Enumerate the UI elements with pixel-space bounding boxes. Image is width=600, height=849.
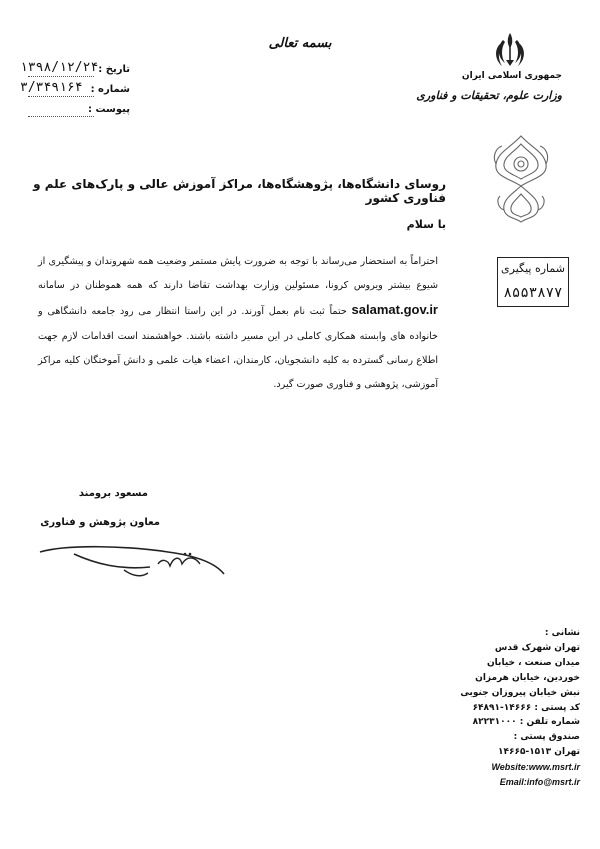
attachment-underline (28, 116, 94, 117)
attachment-row (20, 100, 130, 118)
number-row (20, 80, 130, 98)
ornament-icon (490, 134, 552, 224)
tracking-label: شماره پیگیری (501, 262, 565, 275)
invocation-text: بسمه تعالی (268, 36, 332, 51)
footer-email[interactable]: Email:info@msrt.ir (499, 777, 580, 788)
date-value: ۱۳۹۸/۱۲/۲۴ (20, 60, 99, 75)
iran-emblem-icon (490, 30, 530, 70)
attachment-label: پیوست : (87, 104, 130, 115)
number-value: ۳/۳۴۹۱۶۴ (20, 80, 83, 95)
greeting: با سلام (406, 218, 446, 231)
letter-body-part2: حتماً ثبت نام بعمل آورند. در این راستا انتظار می رود جامعه دانشگاهی و خانواده های وابسته همکاری کاملی در این مسیر داشته باشند. خواهشمند است اقدامات لازم جهت اطلاع رسانی گسترده به کلیه دانشجویان، کارمندان، اعضاء هیات علمی و دانش آموختگان کلیه مراکز آموزشی، پژوهشی و فناوری صورت گیرد. (38, 306, 438, 391)
address-line: تهران شهرک قدس (494, 642, 580, 653)
address-line: نبش خیابان پیروزان جنوبی (460, 687, 580, 698)
phone-number: شماره تلفن : ۸۲۲۳۱۰۰۰ (472, 717, 580, 728)
signer-title: معاون پژوهش و فناوری (40, 517, 160, 528)
addressee: روسای دانشگاه‌ها، پژوهشگاه‌ها، مراکز آموزش عالی و پارک‌های علم و فناوری کشور (33, 177, 446, 205)
tracking-number: ۸۵۵۳۸۷۷ (503, 285, 563, 301)
date-label: تاریخ : (98, 64, 130, 75)
po-box: تهران ۱۵۱۳-۱۴۶۶۵ (497, 747, 580, 758)
signature-icon (38, 540, 268, 580)
number-underline (28, 96, 94, 97)
signer-name: مسعود برومند (78, 488, 148, 499)
date-row (20, 60, 130, 78)
po-box-label: صندوق پستی : (513, 732, 580, 743)
website-link[interactable]: salamat.gov.ir (351, 302, 438, 318)
ministry-name: وزارت علوم، تحقیقات و فناوری (416, 89, 562, 102)
postal-code: کد پستی : ۱۴۶۶۶-۶۴۸۹۱ (472, 702, 580, 713)
footer-address (430, 626, 580, 790)
address-line: میدان صنعت ، خیابان (487, 657, 580, 668)
address-line: خوردین، خیابان هرمزان (475, 672, 580, 683)
letter-body-part1: احتراماً به استحضار می‌رساند با توجه به ضرورت پایش مستمر وضعیت همه شهروندان و پیشگیری از شیوع بیشتر ویروس کرونا، مسئولین وزارت بهداشت تقاضا دارند که همه هموطنان در سامانه (38, 256, 438, 292)
address-label: نشانی : (544, 628, 580, 638)
footer-website[interactable]: Website:www.msrt.ir (491, 762, 580, 773)
country-name: جمهوری اسلامی ایران (461, 71, 562, 81)
date-underline (28, 76, 94, 77)
tracking-box (497, 257, 569, 307)
letter-body (38, 250, 438, 397)
number-label: شماره : (90, 84, 130, 95)
